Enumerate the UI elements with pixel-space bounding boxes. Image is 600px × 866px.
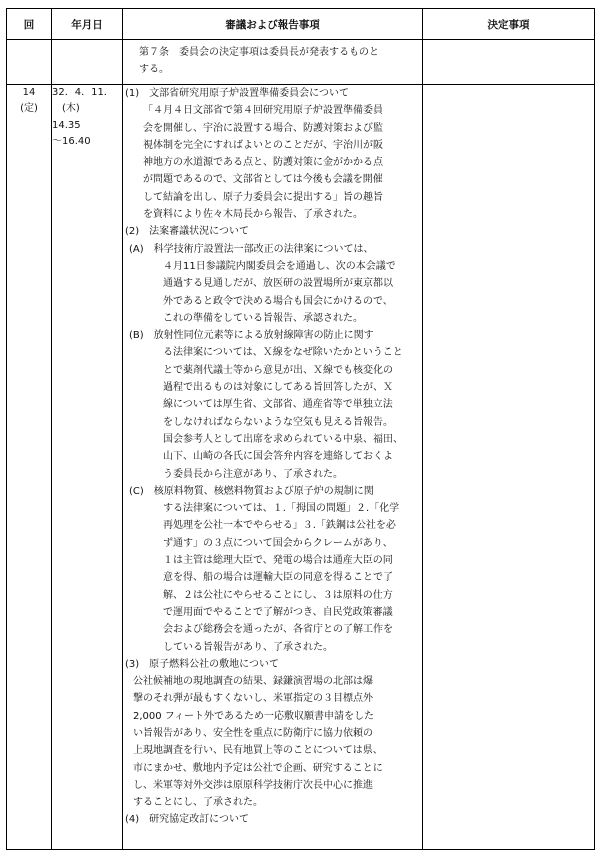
item-line: 「４月４日文部省で第４回研究用原子炉設置準備委員 [143, 105, 383, 117]
continuation-decision-cell [423, 40, 595, 85]
subitem-b [123, 327, 422, 483]
item-line: 撃のそれ弾が最もすくないし、米軍指定の３目標点外 [133, 693, 373, 705]
subitem-line: 線については厚生省、文部省、通産省等で単独立法 [163, 399, 393, 411]
meeting-date: 32．4．11． [52, 87, 114, 98]
subitem-line: 通過する見通しだが、放医研の設置場所が東京都以 [163, 278, 393, 290]
subitem-line: う委員長から注意があり、了承された。 [163, 468, 343, 480]
subitem-line: で運用面でやることで了解がつき、自民党政策審議 [163, 606, 393, 618]
continuation-line: する。 [139, 64, 169, 76]
subitem-line: ず通す」の３点について国会からクレームがあり、 [163, 537, 393, 549]
continuation-content-cell [123, 40, 423, 85]
header-content: 審議および報告事項 [123, 9, 423, 40]
header-row [7, 9, 595, 40]
subitem-line: 山下、山崎の各氏に国会答弁内容を連絡しておくよ [163, 451, 393, 463]
subitem-title: (A) 科学技術庁設置法一部改正の法律案については、 [129, 243, 374, 255]
item-title: (4) 研究協定改訂について [125, 814, 249, 826]
item-2 [123, 223, 422, 655]
meeting-number-cell [7, 85, 52, 850]
item-line: 会を開催し、宇治に設置する場合、防護対策および監 [143, 122, 383, 134]
item-line: い旨報告があり、安全性を重点に防衛庁に協力依頼の [133, 727, 373, 739]
subitem-line: とで薬剤代議士等から意見が出、Ｘ線でも核変化の [163, 364, 393, 376]
subitem-line: これの準備をしている旨報告、承認された。 [163, 312, 363, 324]
minutes-table [6, 8, 595, 850]
subitem-line: る法律案については、Ｘ線をなぜ除いたかということ [163, 347, 403, 359]
subitem-line: 解、２は公社にやらせることにし、３は原料の仕方 [163, 589, 393, 601]
item-title: (1) 文部省研究用原子炉設置準備委員会について [125, 88, 349, 99]
subitem-line: 過程で出るものは対象にしてある旨回答したが、Ｘ [163, 382, 393, 394]
item-1 [123, 85, 422, 223]
meeting-time-end: ～16.40 [52, 136, 91, 147]
continuation-date-cell [52, 40, 123, 85]
item-line: 視体制を完全にすればよいとのことだが、宇治川が阪 [143, 139, 383, 151]
subitem-line: している旨報告があり、了承された。 [163, 641, 333, 653]
subitem-c [123, 483, 422, 656]
subitem-line: をしなければならないような空気も見える旨報告。 [163, 416, 393, 428]
item-line: が問題であるので、文部省としては今後も会議を開催 [143, 174, 383, 186]
meeting-date-cell [52, 85, 123, 850]
subitem-line: 国会参考人として出席を求められている中泉、福田、 [163, 433, 403, 445]
meeting-time-start: 14.35 [52, 120, 81, 131]
subitem-line: する法律案については、１.「拇国の問題」２.「化学 [163, 503, 400, 515]
header-decision: 決定事項 [423, 9, 595, 40]
continuation-row [7, 40, 595, 85]
item-line: 公社候補地の現地調査の結果、録鎌演習場の北部は爆 [133, 676, 373, 688]
subitem-line: 意を得、船の場合は運輸大臣の同意を得ることで了 [163, 572, 393, 584]
subitem-line: 再処理を公社一本でやらせる」３.「鉄鋼は公社を必 [163, 520, 396, 532]
item-title: (2) 法案審議状況について [125, 226, 249, 238]
continuation-line: 第７条 委員会の決定事項は委員長が発表するものと [139, 47, 379, 58]
item-line: し、米軍等対外交渉は原原科学技術庁次長中心に推進 [133, 779, 373, 791]
header-meeting-no: 回 [7, 9, 52, 40]
item-line: 上現地調査を行い、民有地買上等のことについては県、 [133, 745, 383, 757]
item-line: 2,000 フィート外であるため一応敷収願書申請をした [133, 710, 375, 722]
item-line: を資料により佐々木局長から報告、了承された。 [143, 209, 363, 221]
item-line: 神地方の水道源である点と、防護対策に金がかかる点 [143, 157, 383, 169]
continuation-no-cell [7, 40, 52, 85]
item-4 [123, 811, 422, 828]
item-line: 市にまかせ、敷地内予定は公社で企画、研究することに [133, 762, 383, 774]
item-3 [123, 656, 422, 812]
subitem-a [123, 241, 422, 327]
item-line: することにし、了承された。 [133, 797, 263, 809]
subitem-line: ４月11日参議院内閣委員会を通過し、次の本会議で [163, 260, 396, 272]
item-title: (3) 原子燃料公社の敷地について [125, 658, 279, 670]
meeting-row [7, 85, 595, 850]
subitem-title: (B) 放射性同位元素等による放射線障害の防止に関す [129, 330, 374, 342]
meeting-decision-cell [423, 85, 595, 850]
subitem-line: 会および総務会を通ったが、各省庁との了解工作を [163, 624, 393, 636]
subitem-title: (C) 核原料物質、核燃料物質および原子炉の規制に関 [129, 485, 374, 497]
meeting-content-cell [123, 85, 423, 850]
subitem-line: 外であると政令で決める場合も国会にかけるので、 [163, 295, 393, 307]
header-date: 年月日 [52, 9, 123, 40]
item-line: して結論を出し、原子力委員会に提出する」旨の趣旨 [143, 191, 383, 203]
meeting-kind: (定) [20, 103, 38, 114]
meeting-number: 14 [22, 87, 36, 98]
meeting-weekday: (木) [62, 103, 80, 114]
subitem-line: １は主管は総理大臣で、発電の場合は通産大臣の同 [163, 555, 393, 567]
